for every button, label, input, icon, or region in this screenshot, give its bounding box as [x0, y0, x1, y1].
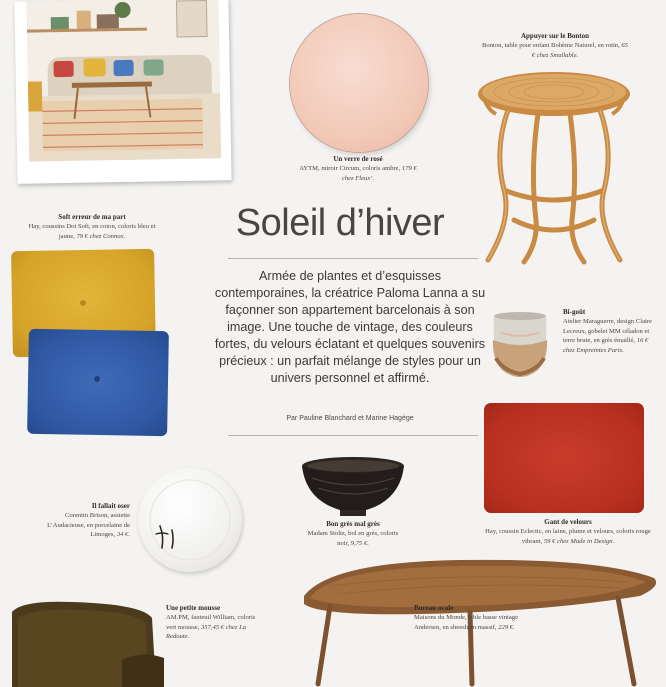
caption-cup-title: Bi-goût [563, 308, 586, 316]
photo-scene [26, 0, 221, 162]
caption-red-cushion-price: 59 € chez Made in Design. [543, 537, 615, 545]
moss-velvet-armchair-image [12, 600, 164, 687]
caption-bowl [302, 520, 404, 548]
caption-cushions-price: 79 € chez Connox. [76, 232, 126, 240]
intro-paragraph: Armée de plantes et d’esquisses contemporaines, la créatrice Paloma Lanna a su façonner son appartement barcelonais à son image. Une touche de vintage, des couleurs fortes, du velours éclatant et quelques souvenirs précieux : un parfait mélange de styles pour un univers personnel et affirmé. [214, 269, 486, 385]
caption-plate [30, 502, 130, 540]
cushion-button [80, 300, 86, 306]
ceramic-cup-image [490, 310, 550, 382]
white-plate-image [138, 468, 242, 572]
caption-armchair-price: 357,45 € chez La Redoute. [166, 623, 247, 641]
caption-stool-text: Bonton, table pour enfant Bohème Naturel, en rotin, [482, 42, 622, 50]
caption-table-price: 229 €. [498, 623, 515, 631]
caption-red-cushion-title: Gant de velours [544, 518, 592, 526]
black-stoneware-bowl-image [300, 456, 406, 518]
caption-table-text: Maisons du Monde, table basse vintage Andersen, en sheesham massif, [414, 614, 519, 631]
cushion-button [94, 376, 100, 382]
caption-armchair-text: AM.PM, fauteuil William, coloris vert mousse, [166, 614, 256, 631]
caption-table [414, 604, 534, 632]
caption-plate-price: 34 €. [116, 531, 130, 539]
caption-cup [563, 308, 661, 355]
caption-cup-price: 16 € chez Empreintes Paris. [563, 337, 649, 354]
caption-mirror [298, 155, 418, 183]
caption-plate-title: Il fallait oser [91, 502, 130, 510]
hand-drawn-mark-icon [138, 468, 242, 572]
blue-cushion-image [27, 329, 169, 436]
caption-cushions [22, 213, 162, 241]
caption-armchair-title: Une petite mousse [166, 604, 221, 612]
title-divider [228, 258, 478, 259]
caption-plate-text: Corentin Brison, assiette L’Audacieuse, en porcelaine de Limoges, [47, 512, 130, 539]
caption-mirror-title: Un verre de rosé [333, 155, 383, 163]
caption-stool-price: 65 € chez Smallable. [531, 42, 628, 59]
caption-mirror-text: AYTM, miroir Circum, coloris ambre, [299, 165, 402, 173]
caption-cushions-text: Hay, coussins Dot Soft, en coton, coloris bleu et jaune, [28, 223, 156, 240]
caption-stool-title: Appuyer sur le Bonton [520, 32, 589, 40]
red-velvet-cushion-image [484, 403, 644, 513]
living-room-illustration [26, 0, 221, 162]
living-room-photo [14, 0, 231, 184]
caption-table-title: Bureau ovale [414, 604, 454, 612]
caption-cushions-title: Soft erreur de ma part [58, 213, 126, 221]
caption-bowl-text: Madam Stoltz, bol en grès, coloris noir, [307, 530, 399, 547]
byline: Par Pauline Blanchard et Marine Hagège [286, 415, 414, 422]
page-title: Soleil d’hiver [235, 202, 445, 244]
rattan-stool-image [474, 70, 634, 266]
caption-bowl-title: Bon grès mal grès [326, 520, 380, 528]
byline-divider [228, 435, 478, 436]
mirror-product-image [290, 14, 428, 152]
caption-red-cushion [478, 518, 658, 546]
caption-mirror-price: 179 € chez Fleux’. [341, 165, 417, 182]
caption-armchair [166, 604, 258, 642]
caption-stool [480, 32, 630, 60]
caption-cup-text: Atelier Maraguerre, design Claire Lecreux, gobelet MM céladon et terre brute, en grès émaillé, [563, 318, 652, 345]
caption-bowl-price: 9,75 €. [350, 539, 369, 547]
caption-red-cushion-text: Hay, coussin Eclectic, en laine, plume et velours, coloris rouge vibrant, [485, 528, 651, 545]
